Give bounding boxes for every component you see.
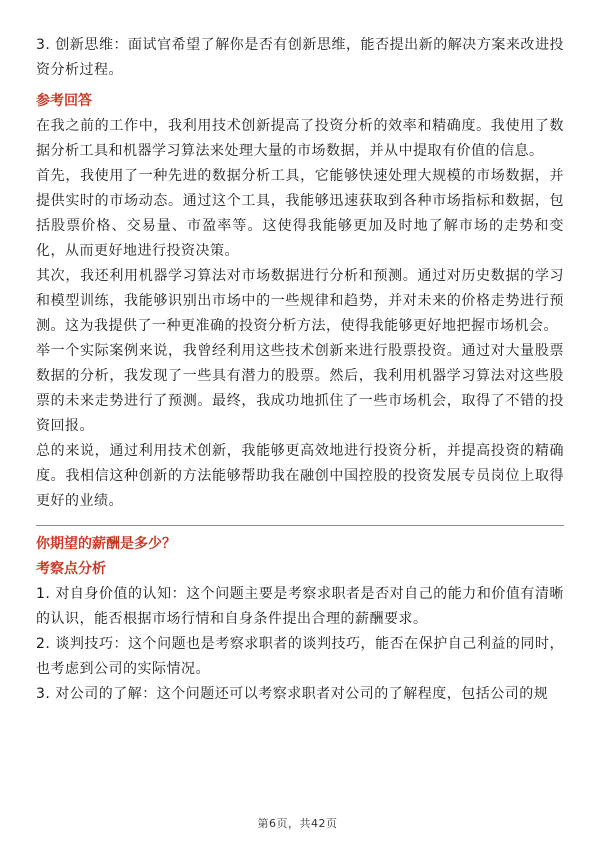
answer-paragraph: 总的来说，通过利用技术创新，我能够更高效地进行投资分析，并提高投资的精确度。我相信这种创新的方法能够帮助我在融创中国控股的投资发展专员岗位上取得更好的业绩。: [36, 443, 564, 509]
section-divider: [36, 525, 564, 526]
answer-paragraph: 在我之前的工作中，我利用技术创新提高了投资分析的效率和精确度。我使用了数据分析工具和机器学习算法来处理大量的市场数据，并从中提取有价值的信息。: [36, 118, 564, 159]
answer-paragraph: 首先，我使用了一种先进的数据分析工具，它能够快速处理大规模的市场数据，并提供实时的市场动态。通过这个工具，我能够迅速获取到各种市场指标和数据，包括股票价格、交易量、市盈率等。这使得我能够更加及时地了解市场的走势和变化，从而更好地进行投资决策。: [36, 168, 564, 259]
analysis-point: 2. 谈判技巧：这个问题也是考察求职者的谈判技巧，能否在保护自己利益的同时，也考虑到公司的实际情况。: [36, 636, 564, 677]
page-number: 第6页，共42页: [257, 817, 338, 830]
analysis-point: 3. 对公司的了解：这个问题还可以考察求职者对公司的了解程度，包括公司的规: [36, 686, 549, 702]
question-title: 你期望的薪酬是多少？: [36, 536, 176, 552]
page-content: [36, 33, 564, 707]
reference-answer-heading: 参考回答: [36, 93, 92, 109]
answer-paragraph: 其次，我还利用机器学习算法对市场数据进行分析和预测。通过对历史数据的学习和模型训练，我能够识别出市场中的一些规律和趋势，并对未来的价格走势进行预测。这为我提供了一种更准确的投资分析方法，使得我能够更好地把握市场机会。: [36, 268, 564, 334]
answer-paragraph: 举一个实际案例来说，我曾经利用这些技术创新来进行股票投资。通过对大量股票数据的分析，我发现了一些具有潜力的股票。然后，我利用机器学习算法对这些股票的未来走势进行了预测。最终，我成功地抓住了一些市场机会，取得了不错的投资回报。: [36, 343, 564, 434]
analysis-point: 1. 对自身价值的认知：这个问题主要是考察求职者是否对自己的能力和价值有清晰的认识，能否根据市场行情和自身条件提出合理的薪酬要求。: [36, 586, 564, 627]
question-point-3: 3. 创新思维：面试官希望了解你是否有创新思维，能否提出新的解决方案来改进投资分析过程。: [36, 37, 564, 78]
analysis-heading: 考察点分析: [36, 561, 106, 577]
